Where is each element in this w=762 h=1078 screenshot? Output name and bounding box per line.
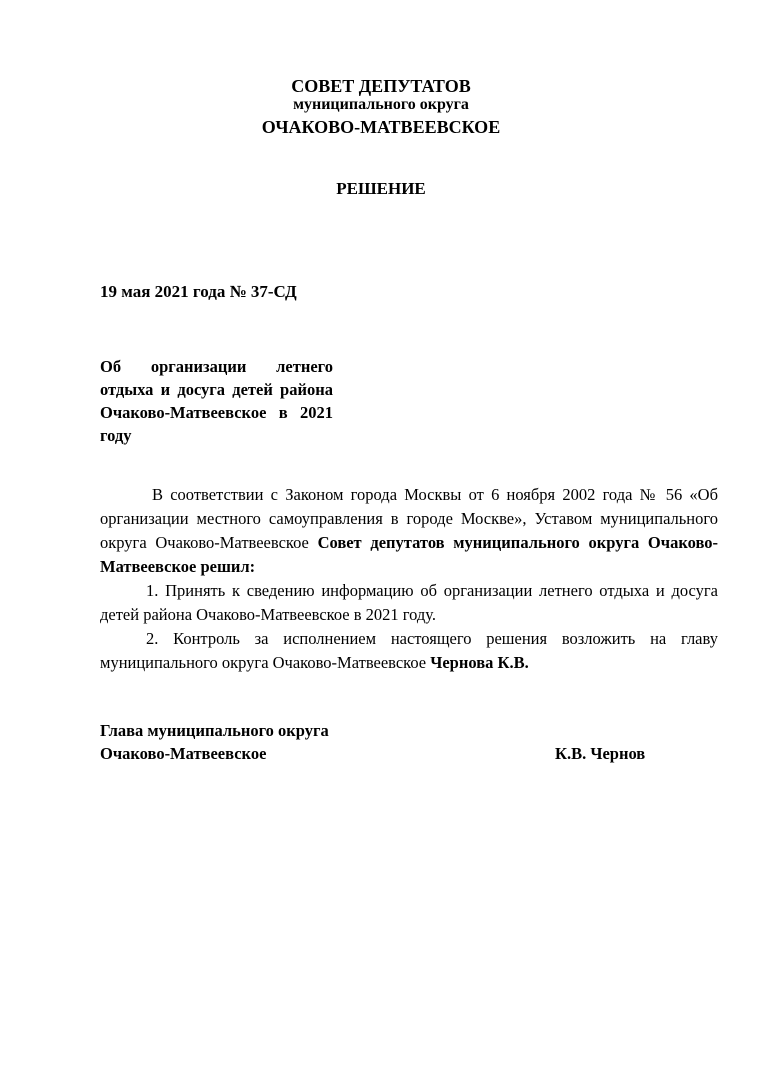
item-2-name: Чернова К.В.: [430, 653, 529, 672]
document-subject: Об организации летнего отдыха и досуга детей района Очаково-Матвеевское в 2021 году: [100, 357, 333, 445]
municipality-type: муниципального округа: [293, 96, 469, 113]
decision-item-2: [100, 627, 718, 675]
preamble-decision: Совет депутатов муниципального округа Очаково-Матвеевское решил:: [100, 533, 718, 576]
signature-title-line-1: Глава муниципального округа: [100, 721, 329, 740]
decision-item-1: 1. Принять к сведению информацию об организации летнего отдыха и досуга детей района Очаково-Матвеевское в 2021 году.: [100, 581, 718, 624]
item-2-text: 2. Контроль за исполнением настоящего решения возложить на главу муниципального округа Очаково-Матвеевское: [100, 629, 718, 672]
council-title: СОВЕТ ДЕПУТАТОВ: [291, 76, 471, 96]
document-body: [100, 483, 718, 675]
preamble-paragraph: [100, 483, 718, 579]
municipality-name: ОЧАКОВО-МАТВЕЕВСКОЕ: [261, 117, 501, 137]
signature-title: [100, 719, 329, 765]
document-type: РЕШЕНИЕ: [336, 179, 426, 198]
signature-title-line-2: Очаково-Матвеевское: [100, 744, 267, 763]
preamble-text: В соответствии с Законом города Москвы от 6 ноября 2002 года № 56 «Об организации местного самоуправления в городе Москве», Уставом муниципального округа Очаково-Матвеевское: [100, 485, 718, 552]
signature-name: К.В. Чернов: [555, 744, 646, 763]
date-and-number: 19 мая 2021 года № 37-СД: [100, 282, 297, 301]
